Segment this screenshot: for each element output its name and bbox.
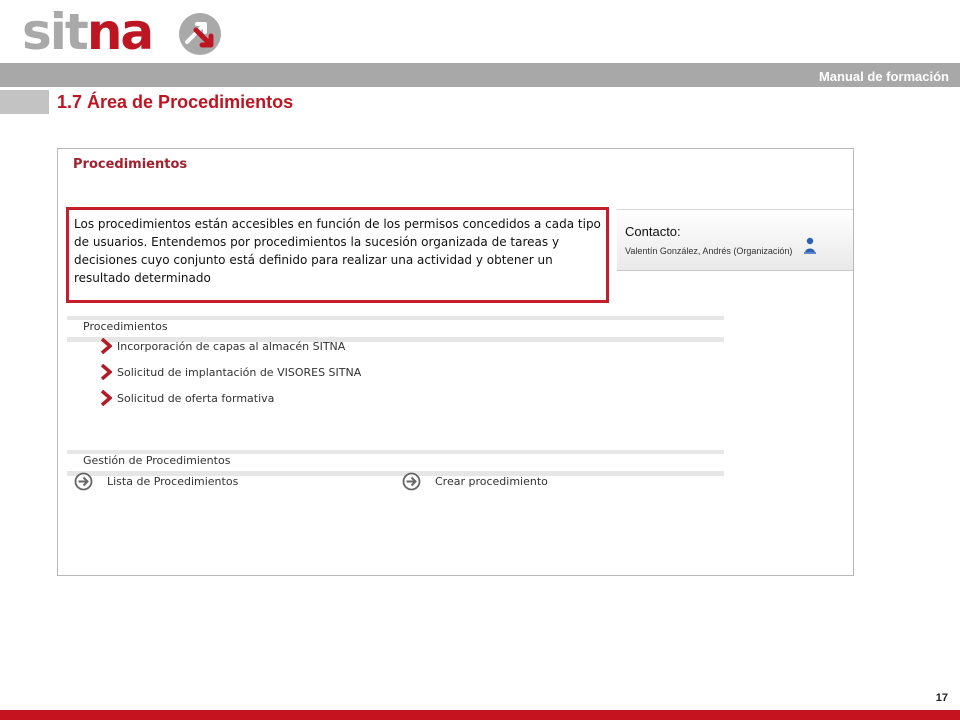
page-number: 17 — [935, 692, 948, 704]
logo-text-part1: sit — [22, 3, 87, 61]
procedures-list-link[interactable]: Lista de Procedimientos — [107, 474, 239, 488]
contact-box — [617, 209, 853, 271]
footer-bar — [0, 710, 960, 720]
manual-label: Manual de formación — [818, 69, 949, 84]
contact-label: Contacto: — [625, 224, 681, 239]
procedure-link[interactable]: Solicitud de oferta formativa — [117, 391, 275, 405]
circle-arrow-icon — [402, 472, 421, 491]
management-section-label: Gestión de Procedimientos — [83, 454, 231, 467]
procedure-item[interactable] — [100, 363, 361, 381]
create-procedure-action[interactable] — [402, 471, 548, 491]
panel-title: Procedimientos — [73, 157, 188, 172]
procedure-item[interactable] — [100, 337, 345, 355]
procedure-item[interactable] — [100, 389, 274, 407]
header-bar — [0, 63, 960, 87]
create-procedure-link[interactable]: Crear procedimiento — [435, 474, 548, 488]
logo-text — [22, 2, 152, 62]
procedures-list-action[interactable] — [74, 471, 238, 491]
description-box: Los procedimientos están accesibles en función de los permisos concedidos a cada tipo de usuarios. Entendemos por procedimientos la sucesión organizada de tareas y decisiones cuyo conjunto está definido para realizar una actividad y obtener un resultado determinado — [66, 207, 609, 303]
logo-arrows-icon — [178, 12, 222, 56]
procedure-link[interactable]: Incorporación de capas al almacén SITNA — [117, 339, 346, 353]
chevron-right-icon — [100, 390, 112, 406]
page-title: 1.7 Área de Procedimientos — [57, 92, 294, 112]
sitna-logo — [22, 3, 232, 61]
contact-name[interactable]: Valentín González, Andrés (Organización) — [625, 246, 793, 256]
logo-text-part2: na — [86, 3, 153, 61]
procedures-section-label: Procedimientos — [83, 320, 168, 333]
person-icon[interactable] — [804, 237, 816, 254]
chevron-right-icon — [100, 338, 112, 354]
section-marker — [0, 90, 49, 114]
procedures-screenshot-panel — [57, 148, 854, 576]
circle-arrow-icon — [74, 472, 93, 491]
chevron-right-icon — [100, 364, 112, 380]
procedure-link[interactable]: Solicitud de implantación de VISORES SITNA — [117, 365, 362, 379]
